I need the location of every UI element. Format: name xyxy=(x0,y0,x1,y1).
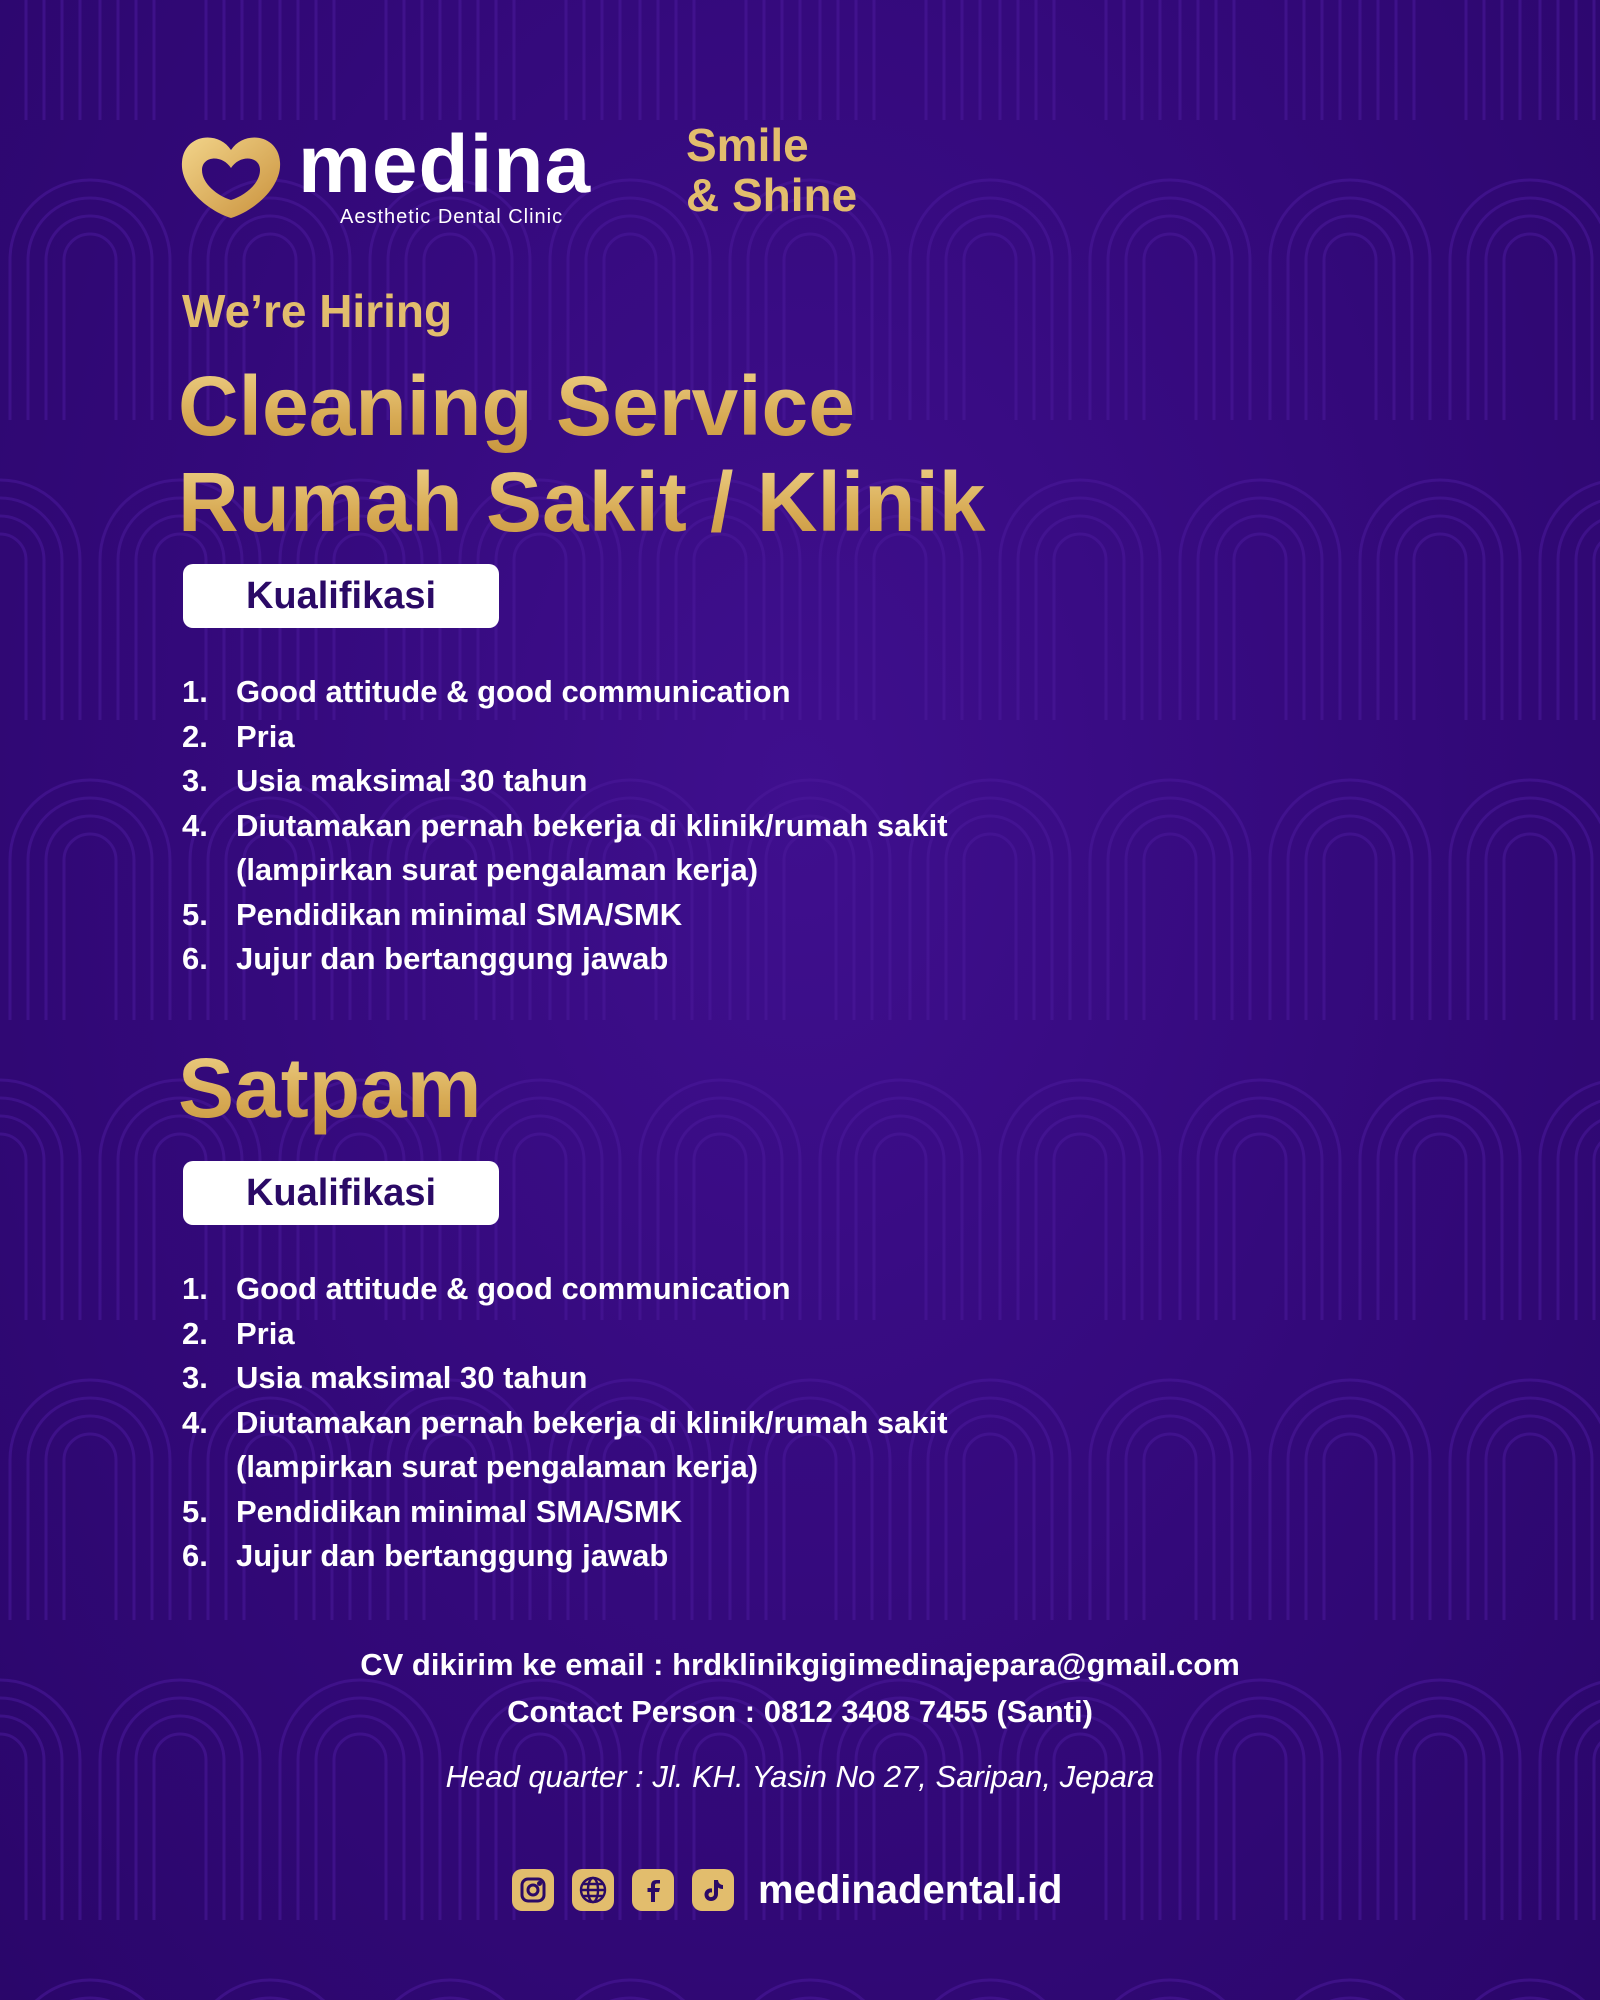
instagram-icon[interactable] xyxy=(512,1869,554,1911)
arch-decoration xyxy=(964,234,1016,420)
arch-decoration xyxy=(1540,480,1600,720)
arch-decoration xyxy=(1486,216,1574,420)
arch-decoration xyxy=(136,1716,224,1920)
arch-decoration xyxy=(820,0,980,120)
list-item xyxy=(182,1401,1082,1446)
arch-decoration xyxy=(1180,0,1340,120)
arch-decoration xyxy=(0,1098,62,1320)
arch-decoration xyxy=(640,0,800,120)
arch-decoration xyxy=(874,0,926,120)
arch-decoration xyxy=(694,0,746,120)
list-item xyxy=(182,1445,1082,1490)
arch-decoration xyxy=(280,0,440,120)
list-item-text: Pendidikan minimal SMA/SMK xyxy=(236,1493,683,1529)
arch-decoration xyxy=(1216,516,1304,720)
arch-decoration xyxy=(1486,1416,1574,1620)
list-item xyxy=(182,715,1082,760)
list-item xyxy=(182,1267,1082,1312)
list-item-text: Pria xyxy=(236,718,295,754)
arch-decoration xyxy=(1414,534,1466,720)
job1-qualification-badge: Kualifikasi xyxy=(183,564,499,628)
arch-decoration xyxy=(0,498,62,720)
arch-decoration xyxy=(460,0,620,120)
arch-decoration xyxy=(1594,1134,1600,1320)
arch-decoration xyxy=(856,0,944,120)
contact-person-text: Contact Person : 0812 3408 7455 (Santi) xyxy=(507,1694,1093,1729)
job1-title-line2: Rumah Sakit / Klinik xyxy=(178,455,986,549)
list-item xyxy=(182,759,1082,804)
list-item-number: 6. xyxy=(182,941,208,976)
facebook-icon[interactable] xyxy=(632,1869,674,1911)
list-item-number: 4. xyxy=(182,807,208,843)
arch-decoration xyxy=(1234,0,1286,120)
arch-decoration xyxy=(1126,216,1214,420)
arch-decoration xyxy=(1540,1080,1600,1320)
arch-decoration xyxy=(1306,816,1394,1020)
arch-decoration xyxy=(1216,1716,1304,1920)
arch-decoration xyxy=(514,0,566,120)
tagline-line1: Smile xyxy=(686,119,809,171)
list-item-text: Good attitude & good communication xyxy=(236,1271,791,1306)
arch-decoration xyxy=(0,1698,62,1920)
arch-decoration xyxy=(1594,0,1600,120)
tiktok-icon[interactable] xyxy=(692,1869,734,1911)
list-item-text: Good attitude & good communication xyxy=(236,674,791,709)
list-item-text: Pendidikan minimal SMA/SMK xyxy=(236,896,683,932)
arch-decoration xyxy=(154,0,206,120)
arch-decoration xyxy=(0,0,44,120)
list-item xyxy=(182,1356,1082,1401)
cv-email-text: CV dikirim ke email : hrdklinikgigimedinajepara@gmail.com xyxy=(360,1647,1240,1682)
arch-decoration xyxy=(0,534,26,720)
social-handle[interactable]: medinadental.id xyxy=(758,1867,1063,1912)
arch-decoration xyxy=(0,0,80,120)
arch-decoration xyxy=(46,216,134,420)
list-item-number: 4. xyxy=(182,1404,208,1440)
list-item-number: 2. xyxy=(182,718,208,754)
arch-decoration xyxy=(496,0,584,120)
medina-logo xyxy=(176,119,636,234)
list-item-text: Diutamakan pernah bekerja di klinik/rumah sakit xyxy=(236,807,948,843)
list-item-number: 5. xyxy=(182,1493,208,1529)
list-item-number: 5. xyxy=(182,896,208,932)
job2-qualification-badge: Kualifikasi xyxy=(183,1161,499,1225)
arch-decoration xyxy=(1306,216,1394,420)
arch-decoration xyxy=(1000,0,1160,120)
list-item-number: 6. xyxy=(182,1538,208,1573)
list-item-text: (lampirkan surat pengalaman kerja) xyxy=(236,852,759,887)
list-item-number: 1. xyxy=(182,674,208,709)
heart-tooth-icon xyxy=(176,128,286,220)
arch-decoration xyxy=(136,0,224,120)
arch-decoration xyxy=(1324,1434,1376,1620)
arch-decoration xyxy=(1396,0,1484,120)
globe-icon[interactable] xyxy=(572,1869,614,1911)
list-item xyxy=(182,937,1082,982)
arch-decoration xyxy=(1414,0,1466,120)
list-item-text: Usia maksimal 30 tahun xyxy=(236,1360,588,1395)
list-item-text: Usia maksimal 30 tahun xyxy=(236,763,588,798)
arch-decoration xyxy=(0,1134,26,1320)
arch-decoration xyxy=(1306,1416,1394,1620)
arch-decoration xyxy=(946,216,1034,420)
arch-decoration xyxy=(1360,0,1520,120)
arch-decoration xyxy=(316,1716,404,1920)
arch-decoration xyxy=(1594,534,1600,720)
list-item-number: 2. xyxy=(182,1315,208,1351)
arch-decoration xyxy=(1126,1416,1214,1620)
arch-decoration xyxy=(1324,234,1376,420)
arch-decoration xyxy=(1504,834,1556,1020)
arch-decoration xyxy=(1486,816,1574,1020)
arch-decoration xyxy=(1036,0,1124,120)
arch-decoration xyxy=(676,0,764,120)
social-links xyxy=(512,1866,1063,1914)
hiring-label: We’re Hiring xyxy=(182,285,453,337)
arch-decoration xyxy=(1576,0,1600,120)
arch-decoration xyxy=(1144,234,1196,420)
list-item xyxy=(182,670,1082,715)
arch-decoration xyxy=(0,0,62,120)
list-item xyxy=(182,893,1082,938)
list-item-text: Diutamakan pernah bekerja di klinik/rumah sakit xyxy=(236,1404,948,1440)
list-item xyxy=(182,848,1082,893)
job1-qualification-list xyxy=(182,670,1082,982)
arch-decoration xyxy=(1216,1116,1304,1320)
arch-decoration xyxy=(334,0,386,120)
brand-subtitle: Aesthetic Dental Clinic xyxy=(340,206,564,228)
list-item xyxy=(182,804,1082,849)
arch-decoration xyxy=(1504,234,1556,420)
arch-decoration xyxy=(1396,516,1484,720)
list-item xyxy=(182,1490,1082,1535)
arch-decoration xyxy=(1396,1716,1484,1920)
arch-decoration xyxy=(64,834,116,1020)
arch-decoration xyxy=(1396,1116,1484,1320)
arch-decoration xyxy=(100,0,260,120)
arch-decoration xyxy=(1540,0,1600,120)
job2-qualification-list xyxy=(182,1267,1082,1579)
list-item xyxy=(182,1534,1082,1579)
job1-title-line1: Cleaning Service xyxy=(178,359,855,453)
brand-name: medina xyxy=(298,119,592,210)
arch-decoration xyxy=(1234,1134,1286,1320)
list-item-text: Pria xyxy=(236,1315,295,1351)
arch-decoration xyxy=(46,816,134,1020)
arch-decoration xyxy=(1144,1434,1196,1620)
head-quarter-text: Head quarter : Jl. KH. Yasin No 27, Saripan, Jepara xyxy=(445,1759,1155,1794)
arch-decoration xyxy=(316,0,404,120)
arch-decoration xyxy=(1234,534,1286,720)
list-item xyxy=(182,1312,1082,1357)
list-item-number: 1. xyxy=(182,1271,208,1306)
arch-decoration xyxy=(1414,1134,1466,1320)
arch-decoration xyxy=(64,234,116,420)
arch-decoration xyxy=(1324,834,1376,1020)
arch-decoration xyxy=(1126,816,1214,1020)
list-item-number: 3. xyxy=(182,1360,208,1395)
tagline-line2: & Shine xyxy=(686,169,858,221)
list-item-text: Jujur dan bertanggung jawab xyxy=(236,1538,669,1573)
arch-decoration xyxy=(1504,1434,1556,1620)
list-item-text: (lampirkan surat pengalaman kerja) xyxy=(236,1449,759,1484)
job2-title: Satpam xyxy=(178,1041,482,1135)
list-item-number: 3. xyxy=(182,763,208,798)
arch-decoration xyxy=(0,0,26,120)
arch-decoration xyxy=(1216,0,1304,120)
tagline xyxy=(686,120,857,220)
arch-decoration xyxy=(1054,0,1106,120)
list-item-text: Jujur dan bertanggung jawab xyxy=(236,941,669,976)
arch-decoration xyxy=(64,1434,116,1620)
arch-decoration xyxy=(46,1416,134,1620)
arch-decoration xyxy=(1144,834,1196,1020)
